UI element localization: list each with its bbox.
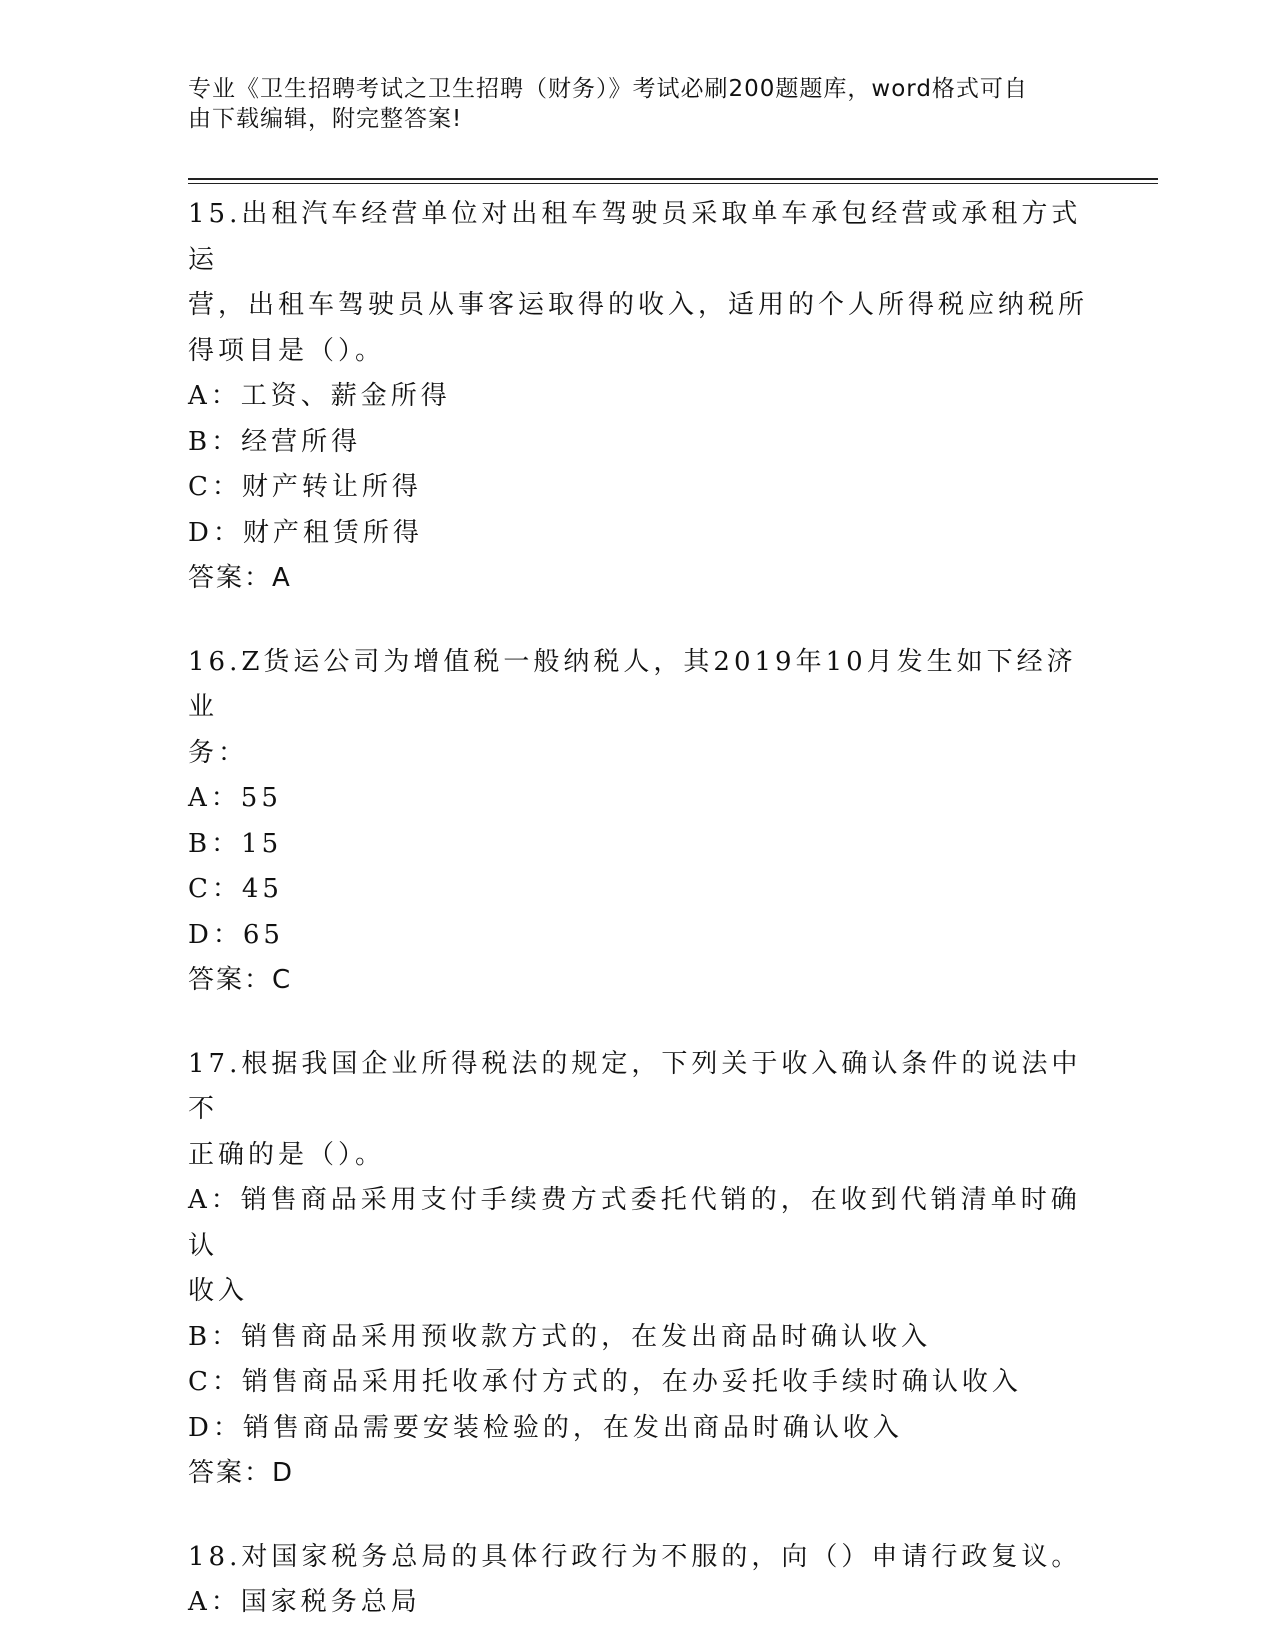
question-text-line: 18.对国家税务总局的具体行政行为不服的，向（）申请行政复议。: [188, 1541, 1082, 1572]
option-a: A：工资、薪金所得: [188, 381, 451, 411]
question-text-line: 营，出租车驾驶员从事客运取得的收入，适用的个人所得税应纳税所: [188, 290, 1089, 320]
question-text-line: 16.Z货运公司为增值税一般纳税人，其2019年10月发生如下经济业: [188, 646, 1077, 722]
document-header: [188, 74, 1088, 134]
option-a: A：国家税务总局: [188, 1587, 421, 1617]
option-c: C：45: [188, 874, 283, 904]
question-text-line: 17.根据我国企业所得税法的规定，下列关于收入确认条件的说法中不: [188, 1048, 1082, 1124]
question-spacer: [188, 602, 1088, 640]
option-d: D：财产租赁所得: [188, 517, 423, 548]
option-c: C：销售商品采用托收承付方式的，在办妥托收手续时确认收入: [188, 1367, 1022, 1397]
question-text-line: 15.出租汽车经营单位对出租车驾驶员采取单车承包经营或承租方式运: [188, 199, 1082, 275]
question-15: [188, 192, 1088, 602]
option-a-continued: 收入: [188, 1276, 249, 1306]
question-16: [188, 640, 1088, 1004]
answer-line: 答案：A: [188, 563, 292, 593]
question-text-line: 正确的是（）。: [188, 1139, 386, 1170]
option-a: A：55: [188, 783, 282, 813]
header-rule-thin: [188, 183, 1158, 184]
question-spacer: [188, 1004, 1088, 1042]
option-b: B：销售商品采用预收款方式的，在发出商品时确认收入: [188, 1321, 932, 1352]
header-line: 由下载编辑，附完整答案!: [188, 106, 463, 132]
option-d: D：65: [188, 919, 284, 950]
question-list: [188, 192, 1088, 1626]
answer-line: 答案：C: [188, 965, 293, 995]
question-17: [188, 1042, 1088, 1497]
option-b: B：经营所得: [188, 426, 362, 457]
option-a: A：销售商品采用支付手续费方式委托代销的，在收到代销清单时确认: [188, 1185, 1081, 1261]
option-c: C：财产转让所得: [188, 472, 422, 502]
question-text-line: 务：: [188, 737, 249, 768]
option-b: B：15: [188, 828, 283, 859]
option-d: D：销售商品需要安装检验的，在发出商品时确认收入: [188, 1412, 903, 1443]
header-line: 专业《卫生招聘考试之卫生招聘（财务）》考试必刷200题题库，word格式可自: [188, 76, 1028, 102]
answer-line: 答案：D: [188, 1458, 295, 1488]
question-spacer: [188, 1497, 1088, 1535]
question-18: [188, 1535, 1088, 1626]
question-text-line: 得项目是（）。: [188, 335, 386, 366]
header-rule-thick: [188, 178, 1158, 180]
